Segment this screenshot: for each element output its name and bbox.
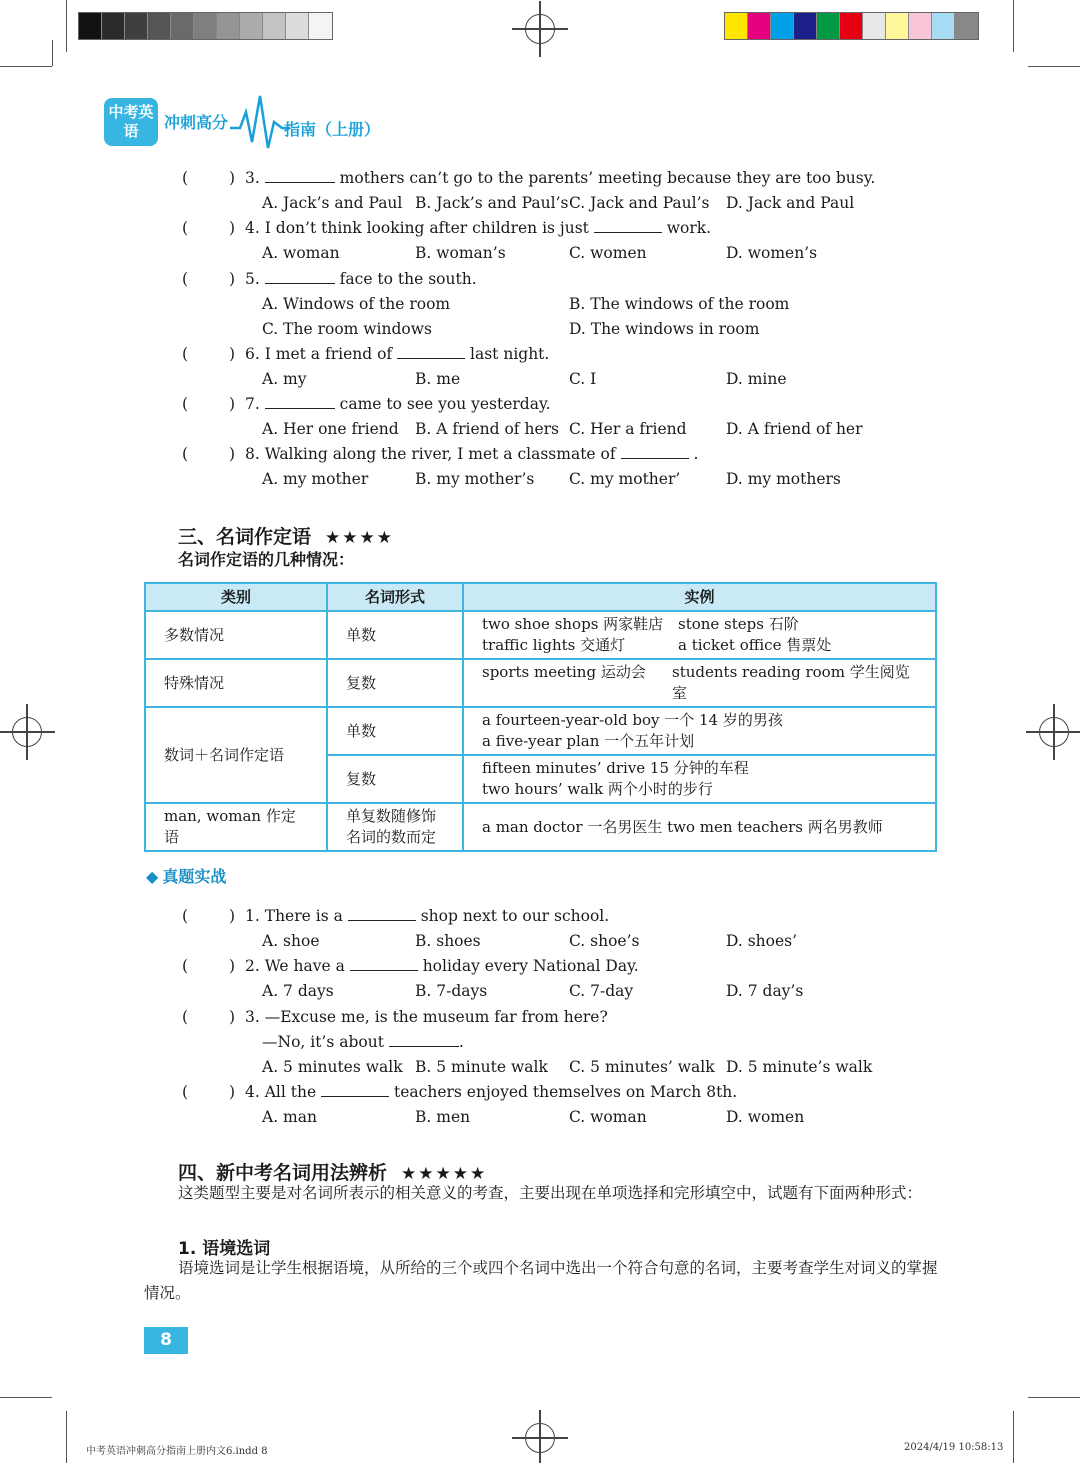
answer-option: B. 5 minute walk bbox=[415, 1057, 548, 1076]
answer-paren-open: ( bbox=[182, 219, 189, 238]
question-row bbox=[0, 1082, 1080, 1104]
color-swatch bbox=[309, 13, 332, 39]
question-text bbox=[245, 1007, 608, 1027]
color-swatch bbox=[748, 13, 771, 39]
question-text bbox=[245, 1082, 737, 1102]
answer-blank bbox=[321, 1083, 389, 1097]
question-number: 5. bbox=[245, 269, 260, 288]
question-stem: I don’t think looking after children is just bbox=[264, 219, 589, 238]
table-cell-example bbox=[463, 611, 936, 659]
star-rating: ★★★★★ bbox=[401, 1164, 488, 1184]
answer-option: A. my bbox=[262, 369, 307, 388]
answer-paren-open: ( bbox=[182, 169, 189, 187]
table-row bbox=[145, 611, 936, 659]
registration-mark bbox=[12, 717, 42, 747]
table-cell-example: a man doctor 一名男医生 two men teachers 两名男教师 bbox=[463, 803, 936, 851]
answer-blank bbox=[594, 219, 662, 233]
color-swatch bbox=[771, 13, 794, 39]
answer-option: A. Jack’s and Paul bbox=[262, 194, 403, 212]
table-cell-form: 复数 bbox=[327, 659, 463, 707]
answer-blank bbox=[265, 169, 335, 183]
color-swatch bbox=[863, 13, 886, 39]
answer-paren-close: ) bbox=[229, 1007, 236, 1026]
question-number: 3. bbox=[245, 169, 260, 187]
question-stem: There is a bbox=[264, 907, 343, 925]
answer-paren-open: ( bbox=[182, 1082, 189, 1101]
answer-option: B. 7-days bbox=[415, 982, 488, 1001]
question-stem: holiday every National Day. bbox=[422, 957, 639, 976]
question-row bbox=[0, 444, 1080, 466]
answer-option: A. 5 minutes walk bbox=[262, 1057, 403, 1076]
question-number: 8. bbox=[245, 445, 260, 464]
registration-mark bbox=[525, 14, 555, 44]
section-title-text: 三、名词作定语 bbox=[178, 526, 312, 548]
table-cell-form: 复数 bbox=[327, 755, 463, 803]
example-text: stone steps 石阶 bbox=[678, 615, 799, 633]
table-header: 名词形式 bbox=[327, 583, 463, 611]
question-stem: mothers can’t go to the parents’ meeting because they are too busy. bbox=[339, 169, 876, 187]
answer-option: A. my mother bbox=[262, 470, 369, 489]
question-number: 2. bbox=[245, 957, 260, 976]
answer-option: C. I bbox=[569, 369, 597, 388]
answer-option: D. 7 day’s bbox=[726, 982, 804, 1001]
question-stem: —Excuse me, is the museum far from here? bbox=[264, 1007, 608, 1026]
question-text bbox=[245, 956, 639, 976]
crop-mark bbox=[1013, 0, 1014, 52]
question-stem: We have a bbox=[264, 957, 345, 976]
crop-mark bbox=[1028, 1397, 1080, 1398]
crop-mark bbox=[1028, 66, 1080, 67]
table-cell-form: 单数 bbox=[327, 611, 463, 659]
table-header-row bbox=[145, 583, 936, 611]
question-stem: . bbox=[693, 445, 699, 464]
answer-option: D. women bbox=[726, 1107, 805, 1126]
question-stem: . bbox=[458, 1032, 464, 1051]
star-rating: ★★★★ bbox=[325, 528, 394, 548]
question-stem: I met a friend of bbox=[264, 344, 393, 363]
answer-paren-open: ( bbox=[182, 344, 189, 363]
answer-option: C. The room windows bbox=[262, 319, 432, 338]
table-cell-form: 单复数随修饰名词的数而定 bbox=[327, 803, 463, 851]
answer-blank bbox=[348, 907, 416, 921]
question-row bbox=[0, 218, 1080, 240]
color-swatch bbox=[125, 13, 148, 39]
question-stem: teachers enjoyed themselves on March 8th. bbox=[394, 1082, 738, 1101]
question-number: 1. bbox=[245, 907, 260, 925]
answer-option: B. shoes bbox=[415, 932, 481, 950]
answer-paren-open: ( bbox=[182, 269, 189, 288]
answer-paren-close: ) bbox=[229, 394, 236, 413]
book-title-right: 指南（上册） bbox=[284, 120, 381, 139]
question-continuation bbox=[262, 1032, 464, 1052]
question-number: 7. bbox=[245, 394, 260, 413]
question-text bbox=[245, 269, 477, 289]
table-cell-category: man, woman 作定语 bbox=[145, 803, 327, 851]
color-swatch bbox=[840, 13, 863, 39]
crop-mark bbox=[0, 1397, 52, 1398]
color-swatch bbox=[932, 13, 955, 39]
table-row bbox=[145, 707, 936, 755]
answer-option: B. A friend of hers bbox=[415, 419, 559, 438]
color-swatch bbox=[817, 13, 840, 39]
table-row bbox=[145, 659, 936, 707]
answer-option: D. women’s bbox=[726, 244, 818, 263]
question-row bbox=[0, 394, 1080, 416]
color-swatch bbox=[102, 13, 125, 39]
table-cell-form: 单数 bbox=[327, 707, 463, 755]
color-swatch bbox=[171, 13, 194, 39]
heartbeat-icon bbox=[230, 92, 290, 154]
answer-option: A. man bbox=[262, 1107, 317, 1126]
grayscale-bar bbox=[78, 12, 333, 40]
answer-option: B. me bbox=[415, 369, 461, 388]
answer-option: B. Jack’s and Paul’s bbox=[415, 194, 569, 212]
table-cell-example bbox=[463, 755, 936, 803]
example-text: a fourteen-year-old boy 一个 14 岁的男孩 bbox=[482, 711, 783, 729]
answer-option: C. woman bbox=[569, 1107, 647, 1126]
answer-paren-close: ) bbox=[229, 957, 236, 976]
question-number: 3. bbox=[245, 1007, 260, 1026]
answer-blank bbox=[265, 395, 335, 409]
answer-blank bbox=[621, 445, 689, 459]
question-text bbox=[245, 444, 698, 464]
question-text bbox=[245, 168, 875, 188]
table-cell-example bbox=[463, 707, 936, 755]
color-swatch bbox=[725, 13, 748, 39]
answer-paren-close: ) bbox=[229, 169, 236, 187]
table-cell-category: 多数情况 bbox=[145, 611, 327, 659]
color-swatch bbox=[194, 13, 217, 39]
registration-mark bbox=[525, 1423, 555, 1453]
question-text bbox=[245, 394, 551, 414]
question-text bbox=[245, 906, 609, 926]
section-title bbox=[178, 522, 394, 549]
answer-option: C. shoe’s bbox=[569, 932, 640, 950]
answer-paren-open: ( bbox=[182, 445, 189, 464]
question-number: 4. bbox=[245, 219, 260, 238]
book-title-left: 冲刺高分 bbox=[164, 113, 229, 132]
answer-paren-close: ) bbox=[229, 344, 236, 363]
answer-option: D. The windows in room bbox=[569, 319, 760, 338]
section-title-text: 四、新中考名词用法辨析 bbox=[178, 1162, 388, 1184]
answer-option: C. 5 minutes’ walk bbox=[569, 1057, 715, 1076]
color-swatch bbox=[240, 13, 263, 39]
answer-option: D. shoes’ bbox=[726, 932, 798, 950]
practice-label: 真题实战 bbox=[162, 867, 227, 886]
question-stem: came to see you yesterday. bbox=[339, 394, 551, 413]
color-swatch bbox=[263, 13, 286, 39]
answer-paren-open: ( bbox=[182, 907, 189, 925]
question-stem: shop next to our school. bbox=[420, 907, 610, 925]
question-stem: face to the south. bbox=[339, 269, 477, 288]
answer-option: D. mine bbox=[726, 369, 787, 388]
section-subtitle: 名词作定语的几种情况： bbox=[178, 550, 355, 569]
answer-paren-close: ) bbox=[229, 219, 236, 238]
question-row bbox=[0, 906, 1080, 928]
answer-option: A. 7 days bbox=[262, 982, 334, 1001]
question-row bbox=[0, 168, 1080, 190]
answer-option: A. Windows of the room bbox=[262, 294, 451, 313]
question-row bbox=[0, 344, 1080, 366]
question-text bbox=[245, 344, 549, 364]
answer-paren-open: ( bbox=[182, 394, 189, 413]
question-stem: All the bbox=[264, 1082, 317, 1101]
table-cell-example bbox=[463, 659, 936, 707]
noun-attribute-table bbox=[144, 582, 937, 852]
crop-mark bbox=[66, 1411, 67, 1463]
file-slug: 中考英语冲刺高分指南上册内文6.indd 8 bbox=[86, 1446, 268, 1457]
color-swatch bbox=[286, 13, 309, 39]
answer-option: C. Jack and Paul’s bbox=[569, 194, 710, 212]
example-text: a ticket office 售票处 bbox=[678, 636, 832, 654]
answer-option: C. Her a friend bbox=[569, 419, 687, 438]
answer-option: C. women bbox=[569, 244, 647, 263]
question-row bbox=[0, 956, 1080, 978]
table-cell-category: 数词＋名词作定语 bbox=[145, 707, 327, 803]
question-text bbox=[245, 218, 711, 238]
answer-option: D. 5 minute’s walk bbox=[726, 1057, 873, 1076]
answer-option: A. shoe bbox=[262, 932, 320, 950]
crop-mark bbox=[52, 40, 53, 66]
table-row bbox=[145, 803, 936, 851]
section-intro: 这类题型主要是对名词所表示的相关意义的考查，主要出现在单项选择和完形填空中，试题有下面两种形式： bbox=[178, 1184, 923, 1202]
book-badge: 中考英语 bbox=[104, 98, 158, 146]
example-text: students reading room 学生阅览室 bbox=[672, 663, 910, 702]
answer-option: C. my mother’ bbox=[569, 470, 681, 489]
answer-paren-open: ( bbox=[182, 1007, 189, 1026]
crop-mark bbox=[0, 66, 52, 67]
subsection-text: 语境选词是让学生根据语境，从所给的三个或四个名词中选出一个符合句意的名词，主要考查学生对词义的掌握情况。 bbox=[144, 1259, 938, 1302]
answer-paren-close: ) bbox=[229, 269, 236, 288]
question-number: 6. bbox=[245, 344, 260, 363]
color-swatch bbox=[886, 13, 909, 39]
answer-option: B. The windows of the room bbox=[569, 294, 790, 313]
answer-option: C. 7-day bbox=[569, 982, 634, 1001]
example-text: two hours’ walk 两个小时的步行 bbox=[482, 780, 713, 798]
registration-mark bbox=[1039, 717, 1069, 747]
answer-blank bbox=[397, 345, 465, 359]
color-swatch bbox=[909, 13, 932, 39]
subsection-title: 1. 语境选词 bbox=[178, 1239, 271, 1259]
question-row bbox=[0, 269, 1080, 291]
page-number: 8 bbox=[144, 1327, 188, 1354]
example-text: two shoe shops 两家鞋店 bbox=[482, 615, 664, 633]
color-swatch bbox=[217, 13, 240, 39]
color-swatch bbox=[955, 13, 978, 39]
practice-heading bbox=[146, 864, 226, 887]
color-swatch bbox=[794, 13, 817, 39]
example-text: sports meeting 运动会 bbox=[482, 663, 646, 681]
question-stem: Walking along the river, I met a classmate of bbox=[264, 445, 616, 464]
diamond-icon: ◆ bbox=[146, 867, 159, 886]
answer-blank bbox=[389, 1033, 459, 1047]
question-number: 4. bbox=[245, 1082, 260, 1101]
question-stem: work. bbox=[666, 219, 712, 238]
answer-blank bbox=[265, 270, 335, 284]
answer-paren-close: ) bbox=[229, 1082, 236, 1101]
question-stem: last night. bbox=[470, 344, 550, 363]
color-bar bbox=[724, 12, 979, 40]
example-text: fifteen minutes’ drive 15 分钟的车程 bbox=[482, 759, 749, 777]
answer-option: D. Jack and Paul bbox=[726, 194, 855, 212]
table-header: 类别 bbox=[145, 583, 327, 611]
answer-option: D. A friend of her bbox=[726, 419, 863, 438]
answer-option: A. Her one friend bbox=[262, 419, 399, 438]
example-text: a five-year plan 一个五年计划 bbox=[482, 732, 695, 750]
answer-blank bbox=[350, 957, 418, 971]
answer-option: A. woman bbox=[262, 244, 340, 263]
answer-paren-close: ) bbox=[229, 907, 236, 925]
question-row bbox=[0, 1007, 1080, 1029]
answer-paren-open: ( bbox=[182, 957, 189, 976]
color-swatch bbox=[148, 13, 171, 39]
table-header: 实例 bbox=[463, 583, 936, 611]
table-cell-category: 特殊情况 bbox=[145, 659, 327, 707]
example-text: traffic lights 交通灯 bbox=[482, 636, 626, 654]
answer-option: B. men bbox=[415, 1107, 471, 1126]
answer-option: D. my mothers bbox=[726, 470, 841, 489]
answer-paren-close: ) bbox=[229, 445, 236, 464]
question-stem: —No, it’s about bbox=[262, 1032, 384, 1051]
color-swatch bbox=[79, 13, 102, 39]
answer-option: B. woman’s bbox=[415, 244, 506, 263]
crop-mark bbox=[66, 0, 67, 52]
crop-mark bbox=[1013, 1411, 1014, 1463]
answer-option: B. my mother’s bbox=[415, 470, 535, 489]
date-slug: 2024/4/19 10:58:13 bbox=[904, 1442, 1004, 1453]
